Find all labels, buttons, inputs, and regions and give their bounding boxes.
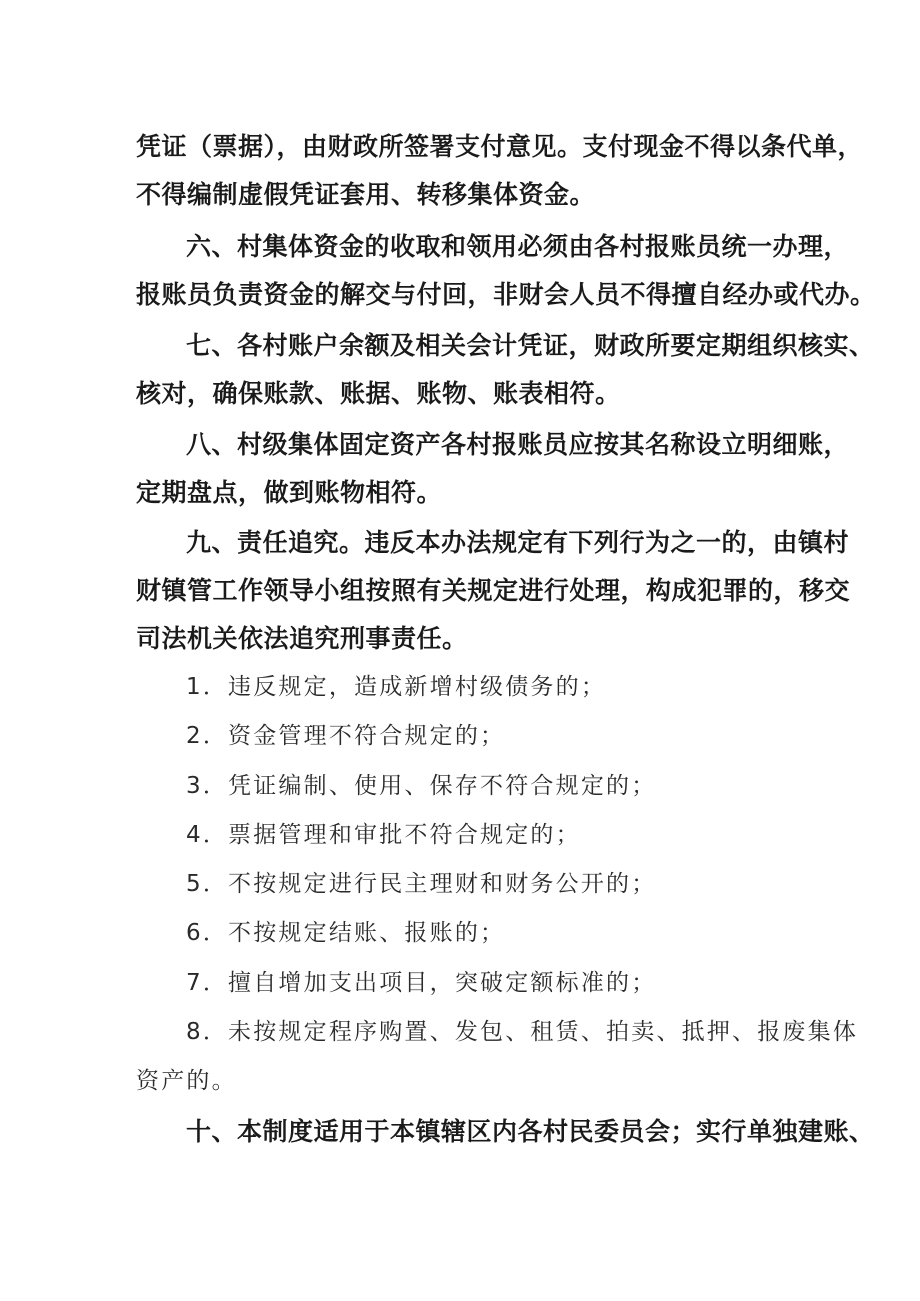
paragraph-8-line-1: 八、村级集体固定资产各村报账员应按其名称设立明细账， bbox=[186, 430, 850, 459]
paragraph-6-line-1: 六、村集体资金的收取和领用必须由各村报账员统一办理， bbox=[186, 232, 850, 261]
list-item-2: 2．资金管理不符合规定的； bbox=[186, 723, 506, 749]
paragraph-5-continued-line-1: 凭证（票据），由财政所签署支付意见。支付现金不得以条代单， bbox=[136, 132, 864, 161]
paragraph-8-line-2: 定期盘点，做到账物相符。 bbox=[136, 478, 443, 507]
list-item-8-line-1: 8．未按规定程序购置、发包、租赁、拍卖、抵押、报废集体 bbox=[186, 1019, 859, 1045]
paragraph-10-line-1: 十、本制度适用于本镇辖区内各村民委员会；实行单独建账、 bbox=[186, 1117, 875, 1146]
list-item-5: 5．不按规定进行民主理财和财务公开的； bbox=[186, 871, 657, 897]
paragraph-9-line-3: 司法机关依法追究刑事责任。 bbox=[136, 624, 468, 653]
list-item-1: 1．违反规定，造成新增村级债务的； bbox=[186, 674, 607, 700]
paragraph-9-line-2: 财镇管工作领导小组按照有关规定进行处理，构成犯罪的，移交 bbox=[136, 576, 851, 605]
list-item-7: 7．擅自增加支出项目，突破定额标准的； bbox=[186, 970, 657, 996]
list-item-8-line-2: 资产的。 bbox=[136, 1068, 237, 1094]
paragraph-6-line-2: 报账员负责资金的解交与付回，非财会人员不得擅自经办或代办。 bbox=[136, 280, 876, 309]
paragraph-7-line-1: 七、各村账户余额及相关会计凭证，财政所要定期组织核实、 bbox=[186, 331, 875, 360]
list-item-6: 6．不按规定结账、报账的； bbox=[186, 920, 506, 946]
list-item-4: 4．票据管理和审批不符合规定的； bbox=[186, 822, 581, 848]
paragraph-7-line-2: 核对，确保账款、账据、账物、账表相符。 bbox=[136, 379, 621, 408]
paragraph-9-line-1: 九、责任追究。违反本办法规定有下列行为之一的，由镇村 bbox=[186, 528, 850, 557]
paragraph-5-continued-line-2: 不得编制虚假凭证套用、转移集体资金。 bbox=[136, 180, 596, 209]
list-item-3: 3．凭证编制、使用、保存不符合规定的； bbox=[186, 773, 657, 799]
